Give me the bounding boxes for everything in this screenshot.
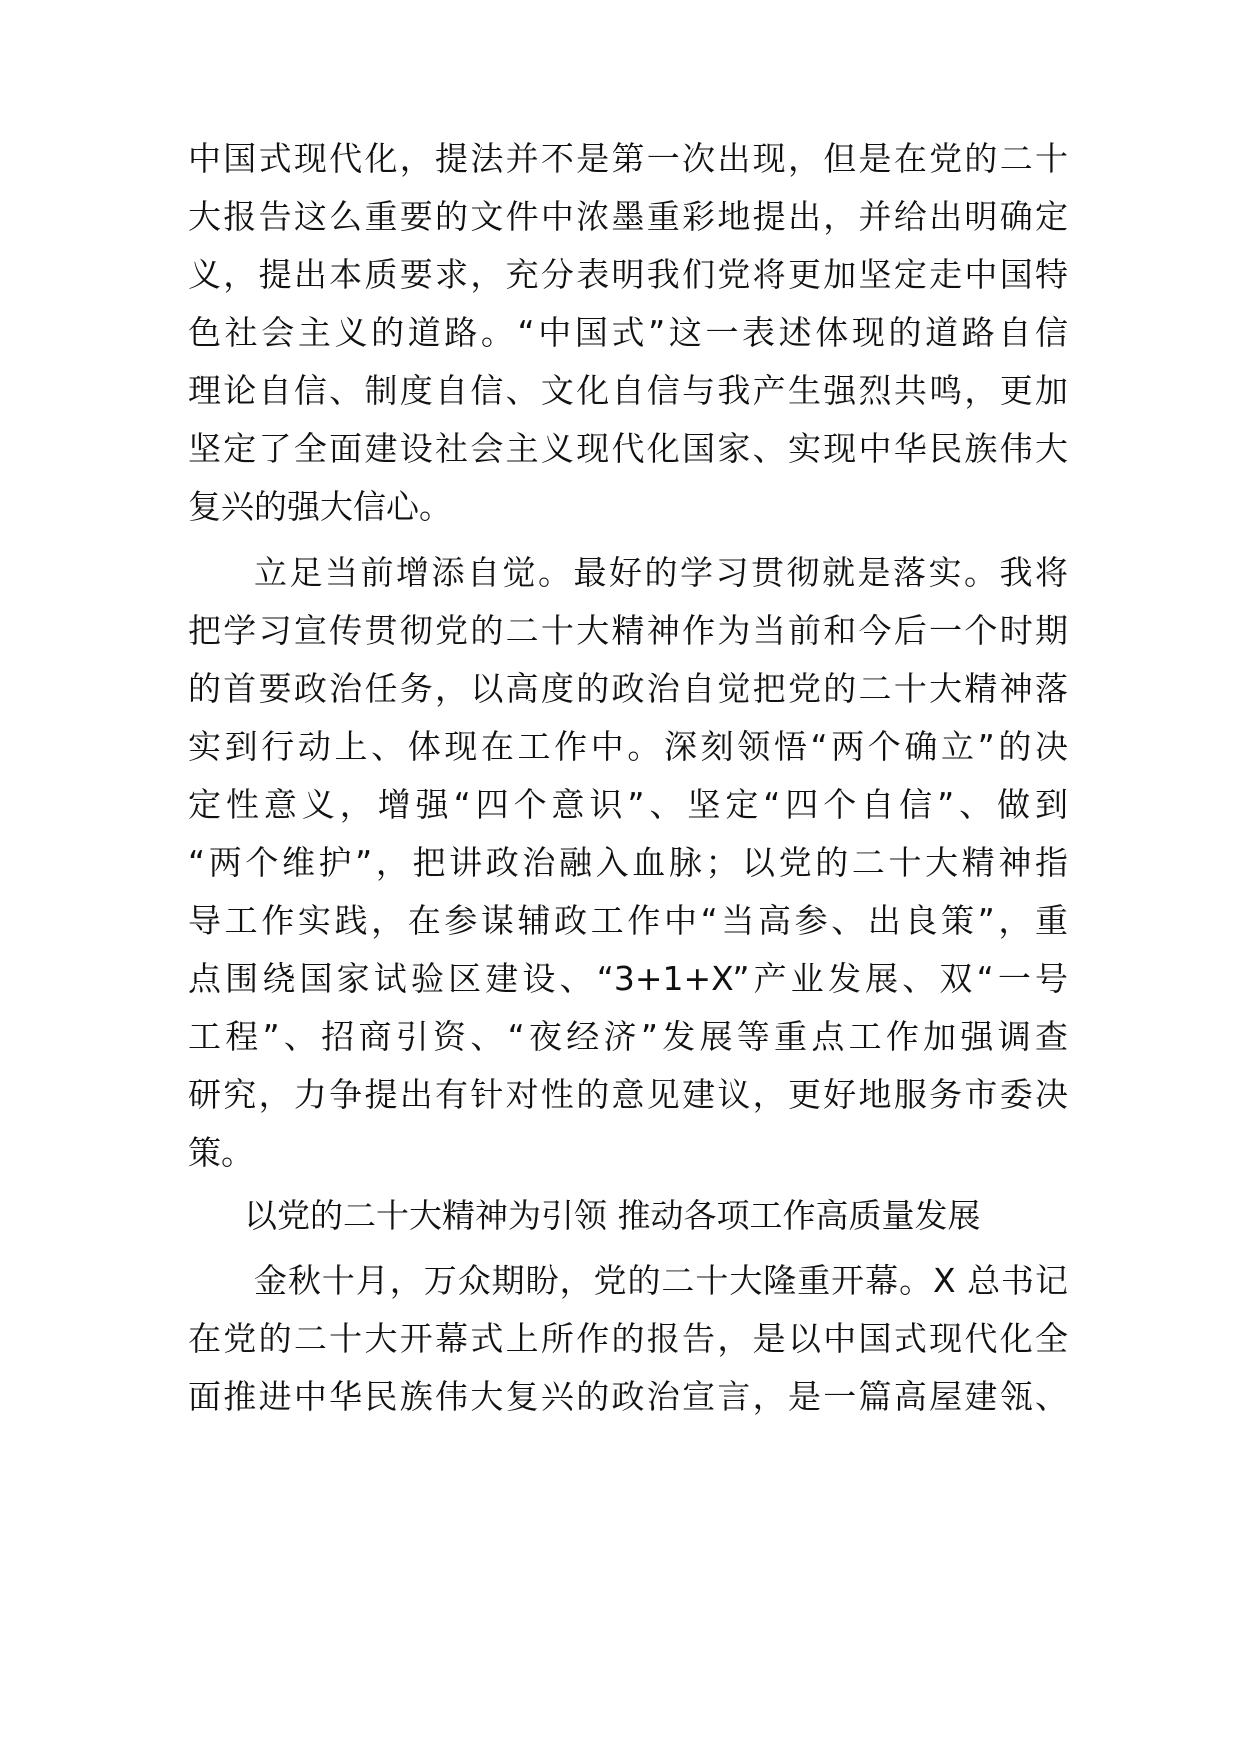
paragraph-first-line: 立足当前增添自觉。最好的学习贯彻就是落实。我将 bbox=[254, 553, 1068, 592]
section-heading: 以党的二十大精神为引领 推动各项工作高质量发展 bbox=[244, 1196, 981, 1235]
text-line: 工程”、招商引资、“夜经济”发展等重点工作加强调查 bbox=[188, 1017, 1068, 1056]
text-line: 复兴的强大信心。 bbox=[188, 487, 452, 526]
text-line: “两个维护”，把讲政治融入血脉；以党的二十大精神指 bbox=[188, 843, 1068, 882]
text-line: 坚定了全面建设社会主义现代化国家、实现中华民族伟大 bbox=[188, 429, 1068, 468]
text-line: 研究，力争提出有针对性的意见建议，更好地服务市委决 bbox=[188, 1075, 1068, 1114]
text-line: 义，提出本质要求，充分表明我们党将更加坚定走中国特 bbox=[188, 255, 1068, 294]
text-line: 点围绕国家试验区建设、“3+1+X”产业发展、双“一号 bbox=[188, 959, 1068, 998]
paragraph-first-line: 金秋十月，万众期盼，党的二十大隆重开幕。X 总书记 bbox=[254, 1261, 1068, 1300]
text-line: 实到行动上、体现在工作中。深刻领悟“两个确立”的决 bbox=[188, 727, 1068, 766]
text-line: 的首要政治任务，以高度的政治自觉把党的二十大精神落 bbox=[188, 669, 1068, 708]
text-line: 中国式现代化，提法并不是第一次出现，但是在党的二十 bbox=[188, 139, 1068, 178]
text-line: 导工作实践，在参谋辅政工作中“当高参、出良策”，重 bbox=[188, 901, 1068, 940]
text-line: 把学习宣传贯彻党的二十大精神作为当前和今后一个时期 bbox=[188, 611, 1068, 650]
text-line: 面推进中华民族伟大复兴的政治宣言，是一篇高屋建瓴、 bbox=[188, 1377, 1068, 1416]
text-line: 在党的二十大开幕式上所作的报告，是以中国式现代化全 bbox=[188, 1319, 1068, 1358]
text-line: 色社会主义的道路。“中国式”这一表述体现的道路自信 bbox=[188, 313, 1068, 352]
text-line: 理论自信、制度自信、文化自信与我产生强烈共鸣，更加 bbox=[188, 371, 1068, 410]
text-line: 定性意义，增强“四个意识”、坚定“四个自信”、做到 bbox=[188, 785, 1068, 824]
text-line: 策。 bbox=[188, 1133, 254, 1172]
text-line: 大报告这么重要的文件中浓墨重彩地提出，并给出明确定 bbox=[188, 197, 1068, 236]
